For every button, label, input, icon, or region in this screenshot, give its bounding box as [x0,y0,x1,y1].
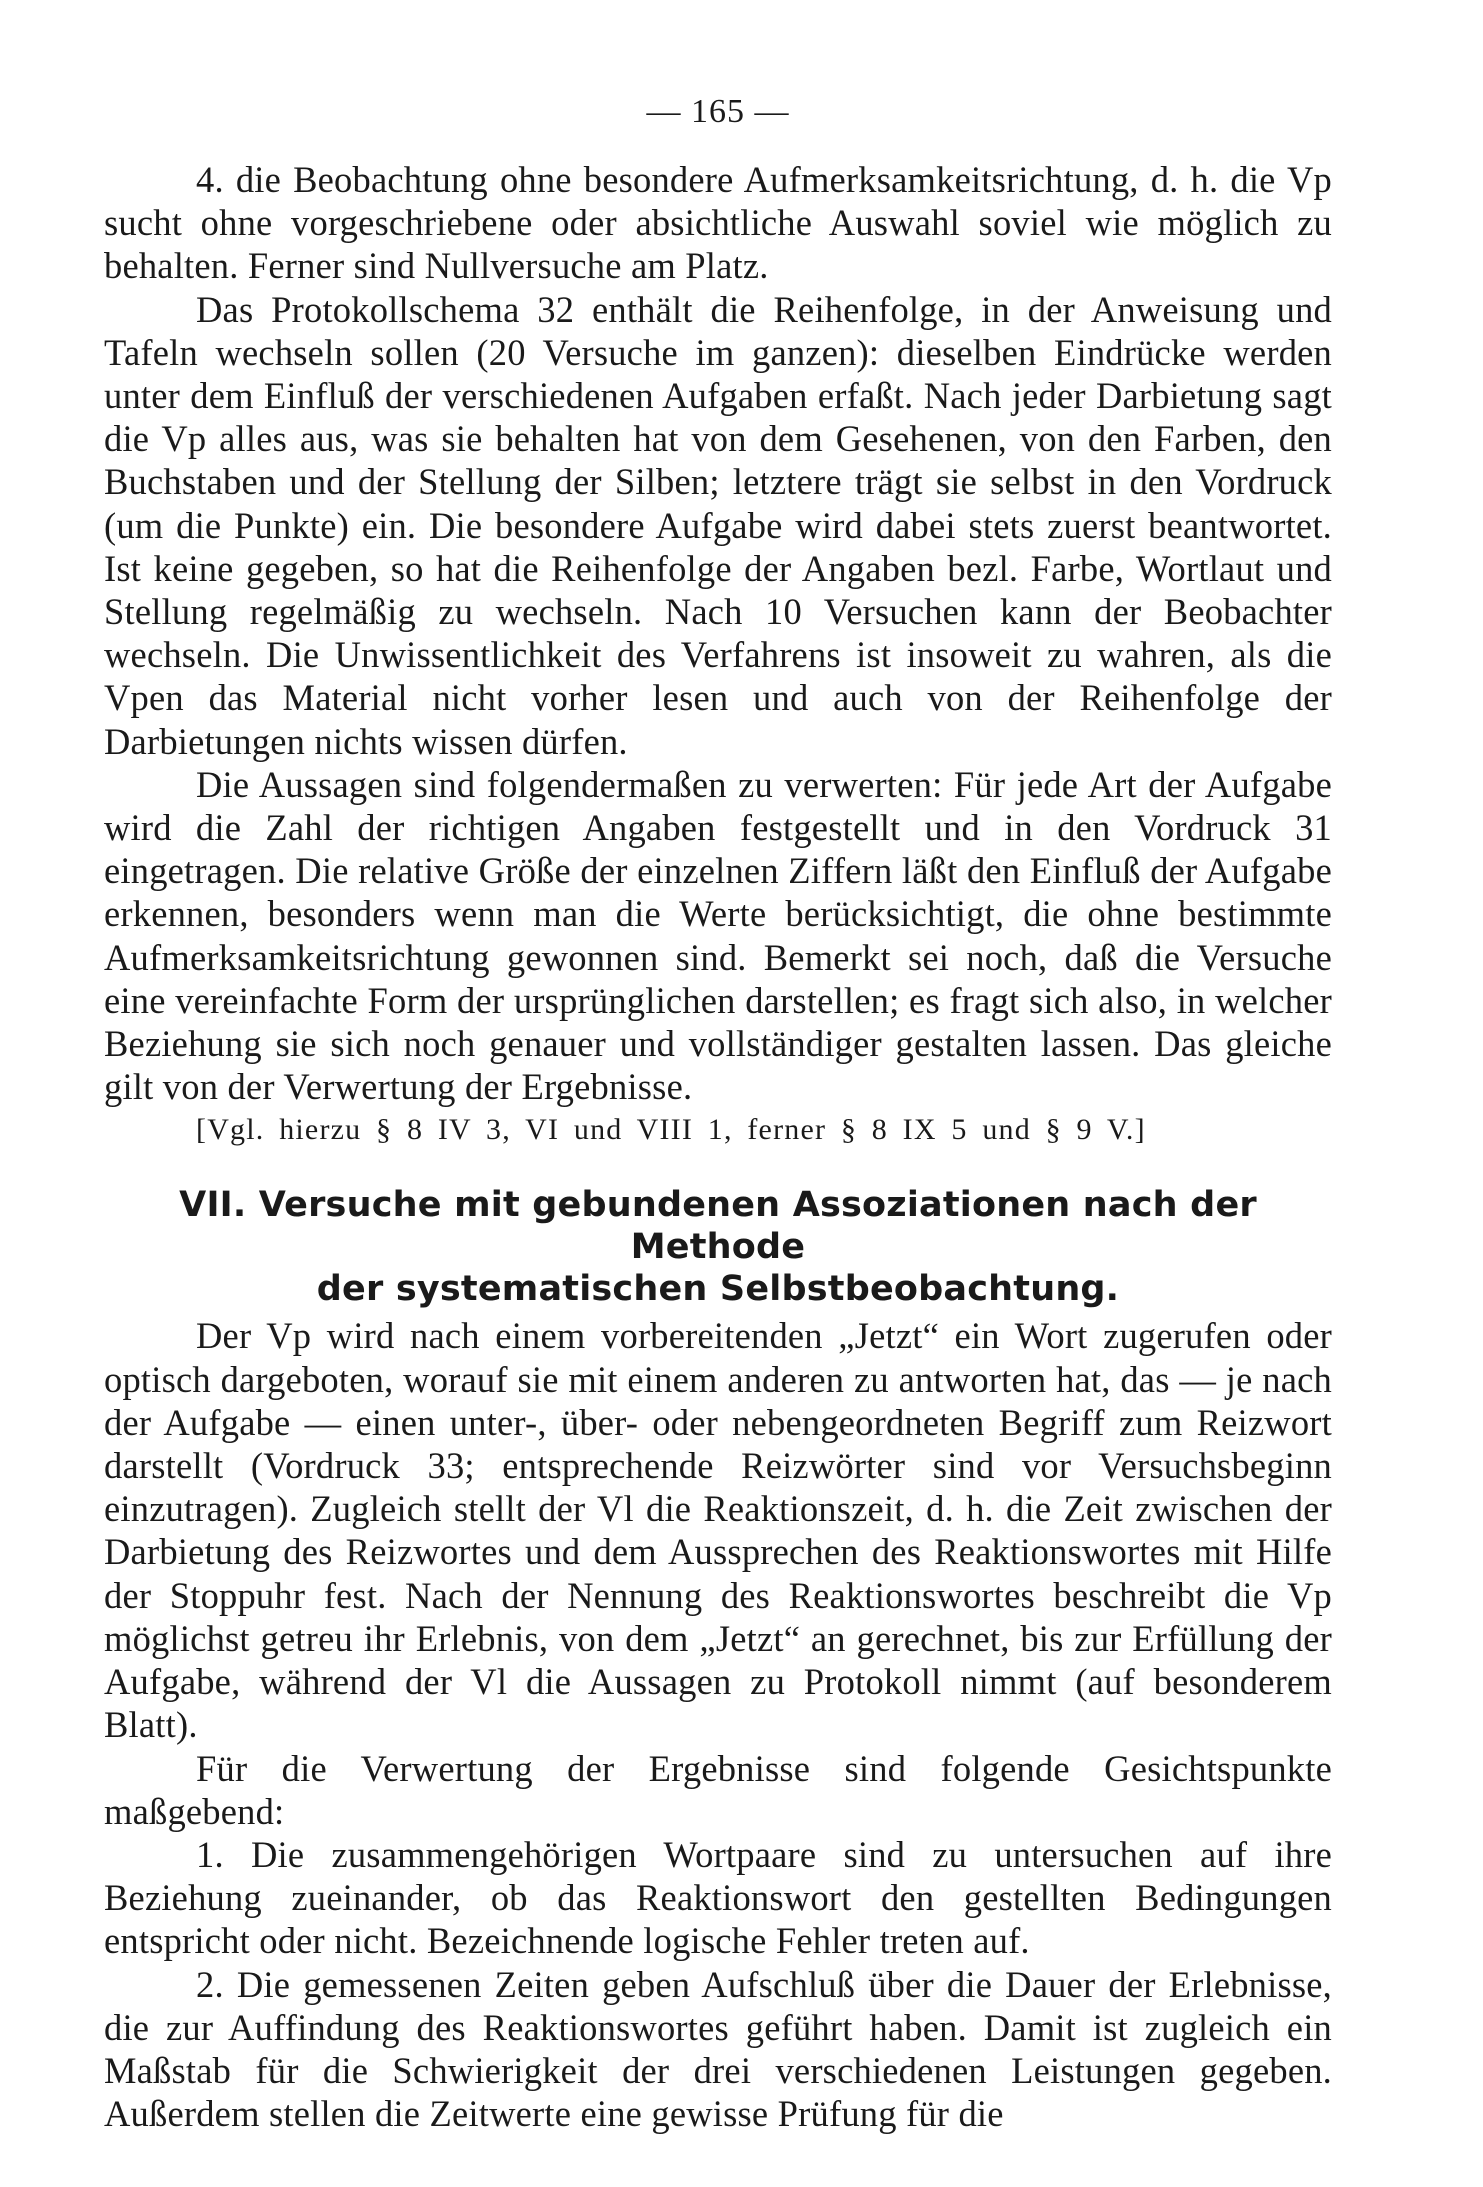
section-heading [104,1184,1332,1310]
paragraph-evaluation-criteria: Für die Verwertung der Ergebnisse sind folgende Gesichtspunkte maßgebend: [104,1747,1332,1832]
reference-note: [Vgl. hierzu § 8 IV 3, VI und VIII 1, ferner § 8 IX 5 und § 9 V.] [196,1113,1146,1147]
paragraph-item-4: 4. die Beobachtung ohne besondere Aufmerksamkeitsrichtung, d. h. die Vp sucht ohne vorgeschriebene oder absichtliche Auswahl soviel wie möglich zu behalten. Ferner sind Nullversuche am Platz. [104,159,1332,287]
section-heading-line-2: der systematischen Selbstbeobachtung. [316,1269,1120,1310]
paragraph-point-1: 1. Die zusammengehörigen Wortpaare sind zu untersuchen auf ihre Beziehung zueinander, ob das Reaktionswort den gestellten Bedingungen entspricht oder nicht. Bezeichnende logische Fehler treten auf. [104,1833,1332,1962]
paragraph-evaluation: Die Aussagen sind folgendermaßen zu verwerten: Für jede Art der Aufgabe wird die Zahl der richtigen Angaben festgestellt und in den Vordruck 31 eingetragen. Die relative Größe der einzelnen Ziffern läßt den Einfluß der Aufgabe erkennen, besonders wenn man die Werte berücksichtigt, die ohne bestimmte Aufmerksamkeitsrichtung gewonnen sind. Bemerkt sei noch, daß die Versuche eine vereinfachte Form der ursprünglichen darstellen; es fragt sich also, in welcher Beziehung sie sich noch genauer und vollständiger gestalten lassen. Das gleiche gilt von der Verwertung der Ergebnisse. [104,763,1332,1108]
paragraph-procedure: Der Vp wird nach einem vorbereitenden „Jetzt“ ein Wort zugerufen oder optisch dargeboten, worauf sie mit einem anderen zu antworten hat, das — je nach der Aufgabe — einen unter-, über- oder nebengeordneten Begriff zum Reizwort darstellt (Vordruck 33; entsprechende Reizwörter sind vor Versuchsbeginn einzutragen). Zugleich stellt der Vl die Reaktionszeit, d. h. die Zeit zwischen der Darbietung des Reizwortes und dem Aussprechen des Reaktionswortes mit Hilfe der Stoppuhr fest. Nach der Nennung des Reaktionswortes beschreibt die Vp möglichst getreu ihr Erlebnis, von dem „Jetzt“ an gerechnet, bis zur Erfüllung der Aufgabe, während der Vl die Aussagen zu Protokoll nimmt (auf besonderem Blatt). [104,1315,1332,1746]
book-page [104,92,1332,2135]
paragraph-point-2: 2. Die gemessenen Zeiten geben Aufschluß über die Dauer der Erlebnisse, die zur Auffindung des Reaktionswortes geführt haben. Damit ist zugleich ein Maßstab für die Schwierigkeit der drei verschiedenen Leistungen gegeben. Außerdem stellen die Zeitwerte eine gewisse Prüfung für die [104,1963,1332,2135]
section-heading-line-1: VII. Versuche mit gebundenen Assoziationen nach der Methode [179,1185,1257,1268]
paragraph-protocol-schema: Das Protokollschema 32 enthält die Reihenfolge, in der Anweisung und Tafeln wechseln sollen (20 Versuche im ganzen): dieselben Eindrücke werden unter dem Einfluß der verschiedenen Aufgaben erfaßt. Nach jeder Darbietung sagt die Vp alles aus, was sie behalten hat von dem Gesehenen, von den Farben, den Buchstaben und der Stellung der Silben; letztere trägt sie selbst in den Vordruck (um die Punkte) ein. Die besondere Aufgabe wird dabei stets zuerst beantwortet. Ist keine gegeben, so hat die Reihenfolge der Angaben bezl. Farbe, Wortlaut und Stellung regelmäßig zu wechseln. Nach 10 Versuchen kann der Beobachter wechseln. Die Unwissentlichkeit des Verfahrens ist insoweit zu wahren, als die Vpen das Material nicht vorher lesen und auch von der Reihenfolge der Darbietungen nichts wissen dürfen. [104,288,1332,762]
page-number: — 165 — [646,93,790,130]
